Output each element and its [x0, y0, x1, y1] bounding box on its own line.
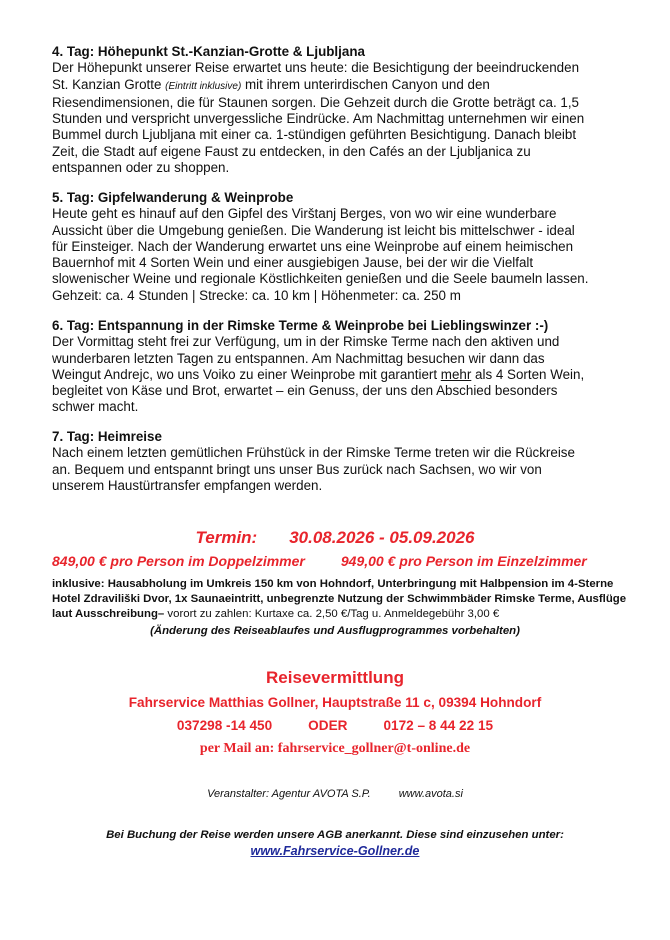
- change-note: (Änderung des Reiseablaufes und Ausflugprogrammes vorbehalten): [150, 625, 520, 637]
- day-title: 6. Tag: Entspannung in der Rimske Terme & Weinprobe bei Lieblingswinzer :-): [52, 318, 549, 333]
- day-5-section: [52, 190, 652, 304]
- agency-phones: [0, 718, 670, 733]
- agency-address: Fahrservice Matthias Gollner, Hauptstraße 11 c, 09394 Hohndorf: [128, 695, 542, 710]
- inclusive-text: inklusive: Hausabholung im Umkreis 150 km von Hohndorf, Unterbringung mit Halbpension im 4-Sterne Hotel Zdraviliški Dvor, 1x Saunaeintritt, unbegrenzte Nutzung der Schwimmbäder Rimske Terme, Ausflüge laut Ausschreibung–: [52, 578, 627, 620]
- termin-dates: 30.08.2026 - 05.09.2026: [289, 528, 475, 547]
- day-text-line: für Einsteiger. Nach der Wanderung erwartet uns eine Weinprobe auf einem heimischen: [52, 238, 574, 254]
- day-7-section: [52, 429, 652, 494]
- line-segment: als 4 Sorten Wein,: [471, 366, 585, 382]
- price-single: 949,00 € pro Person im Einzelzimmer: [340, 553, 587, 569]
- day-text-line: entspannen oder zu shoppen.: [52, 160, 230, 176]
- day-text-line: Zeit, die Stadt auf eigene Faust zu entdecken, in den Cafés an der Ljubljanica zu: [52, 143, 531, 159]
- entry-included-note: (Eintritt inklusive): [165, 80, 242, 92]
- phone-2: 0172 – 8 44 22 15: [383, 718, 494, 733]
- phone-1: 037298 -14 450: [176, 718, 273, 733]
- termin: [0, 528, 670, 548]
- day-text-line: Bauernhof mit 4 Sorten Wein und einer ausgiebigen Jause, bei der wir die Vielfalt: [52, 255, 534, 271]
- agency-heading: Reisevermittlung: [266, 668, 404, 687]
- day-title: 4. Tag: Höhepunkt St.-Kanzian-Grotte & Ljubljana: [52, 44, 365, 59]
- organizer-label: Veranstalter: Agentur AVOTA S.P.: [207, 788, 371, 800]
- day-text-line: Aussicht über die Umgebung genießen. Die Wanderung ist leicht bis mittelschwer - ideal: [52, 222, 575, 238]
- organizer-web[interactable]: www.avota.si: [398, 788, 463, 800]
- day-text-line: Der Vormittag steht frei zur Verfügung, um in der Rimske Terme nach den aktiven und: [52, 334, 560, 350]
- day-text-line: Nach einem letzten gemütlichen Frühstück in der Rimske Terme treten wir die Rückreise: [52, 445, 575, 461]
- day-text-line: Der Höhepunkt unserer Reise erwartet uns heute: die Besichtigung der beeindruckenden: [52, 60, 580, 76]
- inclusive-services: [52, 577, 632, 622]
- day-text-line: [52, 77, 652, 95]
- day-text-line: slowenischer Weine und regionale Köstlichkeiten genießen und die Seele baumeln lassen.: [52, 271, 589, 287]
- on-site-fees: vorort zu zahlen: Kurtaxe ca. 2,50 €/Tag u. Anmeldegebühr 3,00 €: [164, 608, 500, 620]
- agb-note: Bei Buchung der Reise werden unsere AGB anerkannt. Diese sind einzusehen unter:: [106, 829, 564, 841]
- day-text-line: Bummel durch Ljubljana mit einer ca. 1-stündigen geführten Besichtigung. Danach bleibt: [52, 127, 577, 143]
- price-double: 849,00 € pro Person im Doppelzimmer: [52, 553, 305, 569]
- phone-or: ODER: [308, 718, 348, 733]
- agency-mail[interactable]: per Mail an: fahrservice_gollner@t-online.de: [199, 741, 471, 756]
- day-4-section: [52, 44, 652, 176]
- agb-link[interactable]: www.Fahrservice-Gollner.de: [250, 844, 420, 858]
- day-text-line: begleitet von Käse und Brot, erwartet – ein Genuss, der uns den Abschied besonders: [52, 383, 558, 399]
- prices: [52, 553, 587, 569]
- day-text-line: Riesendimensionen, die für Staunen sorgen. Die Gehzeit durch die Grotte beträgt ca. 1,5: [52, 94, 580, 110]
- termin-label: Termin:: [195, 528, 258, 547]
- organizer: [0, 788, 670, 800]
- day-title: 5. Tag: Gipfelwanderung & Weinprobe: [52, 190, 294, 205]
- line-segment: Weingut Andrejc, wo uns Voiko zu einer Weinprobe mit garantiert: [52, 366, 441, 382]
- day-text-line: wunderbaren letzten Tagen zu entspannen. Am Nachmittag besuchen wir dann das: [52, 350, 545, 366]
- line-segment: mit ihrem unterirdischen Canyon und den: [241, 76, 490, 92]
- emphasis-text: mehr: [440, 366, 472, 382]
- day-6-section: [52, 318, 652, 416]
- day-text-line: an. Bequem und entspannt bringt uns unser Bus zurück nach Sachsen, wo wir von: [52, 461, 542, 477]
- day-text-line: Gehzeit: ca. 4 Stunden | Strecke: ca. 10 km | Höhenmeter: ca. 250 m: [52, 287, 461, 303]
- day-title: 7. Tag: Heimreise: [52, 429, 162, 444]
- day-text-line: Heute geht es hinauf auf den Gipfel des Virštanj Berges, von wo wir eine wunderbare: [52, 206, 557, 222]
- day-text-line: unserem Haustürtransfer empfangen werden.: [52, 477, 323, 493]
- day-text-line: [52, 367, 652, 383]
- day-text-line: Stunden und verspricht unvergessliche Eindrücke. Am Nachmittag unternehmen wir einen: [52, 111, 585, 127]
- day-text-line: schwer macht.: [52, 399, 139, 415]
- line-segment: St. Kanzian Grotte: [52, 76, 166, 92]
